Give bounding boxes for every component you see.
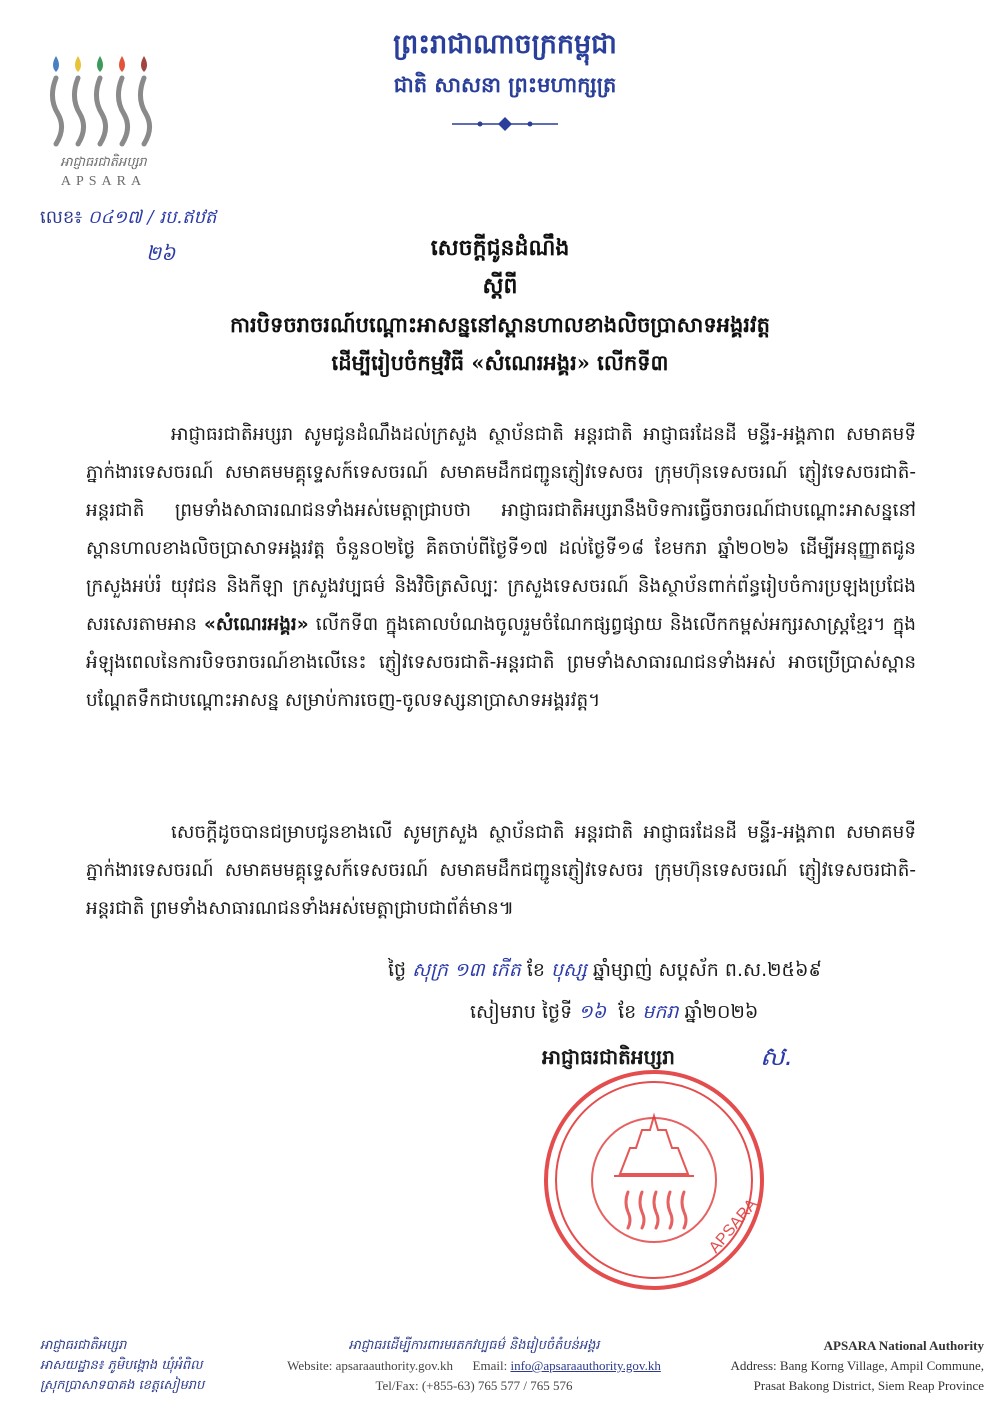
date-year: ឆ្នាំ២០២៦ <box>684 1001 759 1023</box>
logo-text-khmer: អាជ្ញាធរជាតិអប្សរា <box>60 155 147 170</box>
seal-text: APSARA <box>706 1195 761 1257</box>
logo-drop-icon <box>141 56 147 72</box>
logo-drop-icon <box>75 56 81 72</box>
kingdom-heading: ព្រះរាជាណាចក្រកម្ពុជា <box>393 29 617 60</box>
notice-title: សេចក្ដីជូនដំណឹង <box>430 235 570 261</box>
footer-center <box>254 1336 694 1396</box>
logo-drop-icon <box>97 56 103 72</box>
footer-right <box>690 1336 984 1396</box>
reference-suffix: / រប.ឥឋឥ <box>147 207 217 228</box>
lunar-date-line <box>388 958 822 986</box>
divider-ornament-icon <box>450 114 560 134</box>
reference-year: ២៦ <box>146 241 176 265</box>
notice-subject-line1: ការបិទចរាចរណ៍បណ្ដោះអាសន្ននៅស្ពានហាលខាងលិចប្រាសាទអង្គរវត្ត <box>230 312 770 337</box>
body-paragraph-2: សេចក្ដីដូចបានជម្រាបជូនខាងលើ សូមក្រសួង ស្ថាប័នជាតិ អន្តរជាតិ អាជ្ញាធរដែនដី មន្ទីរ-អង្គភាព សមាគមទីភ្នាក់ងារទេសចរណ៍ សមាគមមគ្គុទ្ទេសក៍ទេសចរណ៍ សមាគមដឹកជញ្ជូនភ្ញៀវទេសចរ ក្រុមហ៊ុនទេសចរណ៍ ភ្ញៀវទេសចរជាតិ-អន្តរជាតិ ព្រមទាំងសាធារណជនទាំងអស់មេត្តាជ្រាបជាព័ត៌មាន៕ <box>86 822 916 919</box>
footer-org-en: APSARA National Authority <box>823 1338 984 1353</box>
logo-text-english: APSARA <box>60 174 147 189</box>
solar-date-line <box>470 1000 758 1028</box>
footer-phone: Tel/Fax: (+855-63) 765 577 / 765 576 <box>375 1378 573 1393</box>
website-link[interactable]: apsaraauthority.gov.kh <box>335 1358 454 1373</box>
notice-subject-line2: ដើម្បីរៀបចំកម្មវិធី «សំណេរអង្គរ» លើកទី៣ <box>331 350 669 375</box>
body-paragraph-1 <box>86 416 916 720</box>
email-link[interactable]: info@apsaraauthority.gov.kh <box>510 1358 661 1373</box>
place-prefix: សៀមរាប ថ្ងៃទី <box>470 1001 573 1023</box>
logo-drop-icon <box>119 56 125 72</box>
lunar-month-label: ខែ <box>526 959 545 981</box>
national-motto: ជាតិ សាសនា ព្រះមហាក្សត្រ <box>393 72 617 97</box>
footer-org-kh: អាជ្ញាធរជាតិអប្សរា <box>40 1338 127 1353</box>
lunar-month: បុស្ស <box>550 959 587 981</box>
email-label: Email: <box>472 1358 508 1373</box>
reference-number <box>40 205 216 232</box>
lunar-year: ឆ្នាំម្សាញ់ សប្តស័ក ព.ស.២៥៦៩ <box>592 959 822 981</box>
lunar-prefix: ថ្ងៃ <box>388 959 407 981</box>
official-seal-stamp <box>540 1064 768 1296</box>
reference-label: លេខ៖ <box>40 207 83 228</box>
signature-initials: ស. <box>760 1042 794 1072</box>
logo-drop-icon <box>53 56 59 72</box>
footer-address-kh-1: អាសយដ្ឋាន៖ ភូមិបង្កោង ឃុំអំពិល <box>40 1358 203 1373</box>
body-p1-part-b: លើកទី៣ ក្នុងគោលបំណងចូលរួមចំណែកផ្សព្វផ្សាយ និងលើកកម្ពស់អក្សរសាស្ត្រខ្មែរ។ ក្នុងអំឡុងពេលនៃការបិទចរាចរណ៍ខាងលើនេះ ភ្ញៀវទេសចរជាតិ-អន្តរជាតិ ព្រមទាំងសាធារណជនទាំងអស់ អាចប្រើប្រាស់ស្ពានបណ្ដែតទឹកជាបណ្ដោះអាសន្ន សម្រាប់ការចេញ-ចូលទស្សនាប្រាសាទអង្គរវត្ត។ <box>86 614 916 711</box>
reference-number-value: ០៤១៧ <box>87 207 142 228</box>
date-day: ១៦ <box>578 1001 607 1023</box>
date-month: មករា <box>642 1001 679 1023</box>
notice-subject-label: ស្ដីពី <box>482 273 518 299</box>
website-label: Website: <box>287 1358 333 1373</box>
footer-left <box>40 1336 204 1396</box>
footer-address-en-1: Address: Bang Korng Village, Ampil Commune, <box>730 1358 984 1373</box>
footer-address-en-2: Prasat Bakong District, Siem Reap Province <box>753 1378 984 1393</box>
footer-address-kh-2: ស្រុកប្រាសាទបាគង ខេត្តសៀមរាប <box>40 1378 205 1393</box>
footer-authority-kh: អាជ្ញាធរដើម្បីការពារមរតកវប្បធម៌ និងរៀបចំតំបន់អង្គរ <box>348 1338 600 1353</box>
apsara-flame-icon <box>44 50 164 150</box>
month-label: ខែ <box>618 1001 637 1023</box>
lunar-day: សុក្រ ១៣ កើត <box>412 959 521 981</box>
signatory-name: អាជ្ញាធរជាតិអប្សរា <box>542 1045 675 1069</box>
body-p1-part-a: អាជ្ញាធរជាតិអប្សរា សូមជូនដំណឹងដល់ក្រសួង ស្ថាប័នជាតិ អន្តរជាតិ អាជ្ញាធរដែនដី មន្ទីរ-អង្គភាព សមាគមទីភ្នាក់ងារទេសចរណ៍ សមាគមមគ្គុទ្ទេសក៍ទេសចរណ៍ សមាគមដឹកជញ្ជូនភ្ញៀវទេសចរ ក្រុមហ៊ុនទេសចរណ៍ ភ្ញៀវទេសចរជាតិ-អន្តរជាតិ ព្រមទាំងសាធារណជនទាំងអស់មេត្តាជ្រាបថា អាជ្ញាធរជាតិអប្សរានឹងបិទការធ្វើចរាចរណ៍ជាបណ្ដោះអាសន្ននៅស្ពានហាលខាងលិចប្រាសាទអង្គរវត្ត ចំនួន០២ថ្ងៃ គិតចាប់ពីថ្ងៃទី១៧ ដល់ថ្ងៃទី១៨ ខែមករា ឆ្នាំ២០២៦ ដើម្បីអនុញ្ញាតជូនក្រសួងអប់រំ យុវជន និងកីឡា ក្រសួងវប្បធម៌ និងវិចិត្រសិល្បៈ ក្រសួងទេសចរណ៍ និងស្ថាប័នពាក់ព័ន្ធរៀបចំការប្រឡងប្រជែងសរសេរតាមអាន <box>86 424 916 635</box>
event-name-bold: «សំណេរអង្គរ» <box>204 614 309 635</box>
apsara-logo <box>36 50 171 192</box>
